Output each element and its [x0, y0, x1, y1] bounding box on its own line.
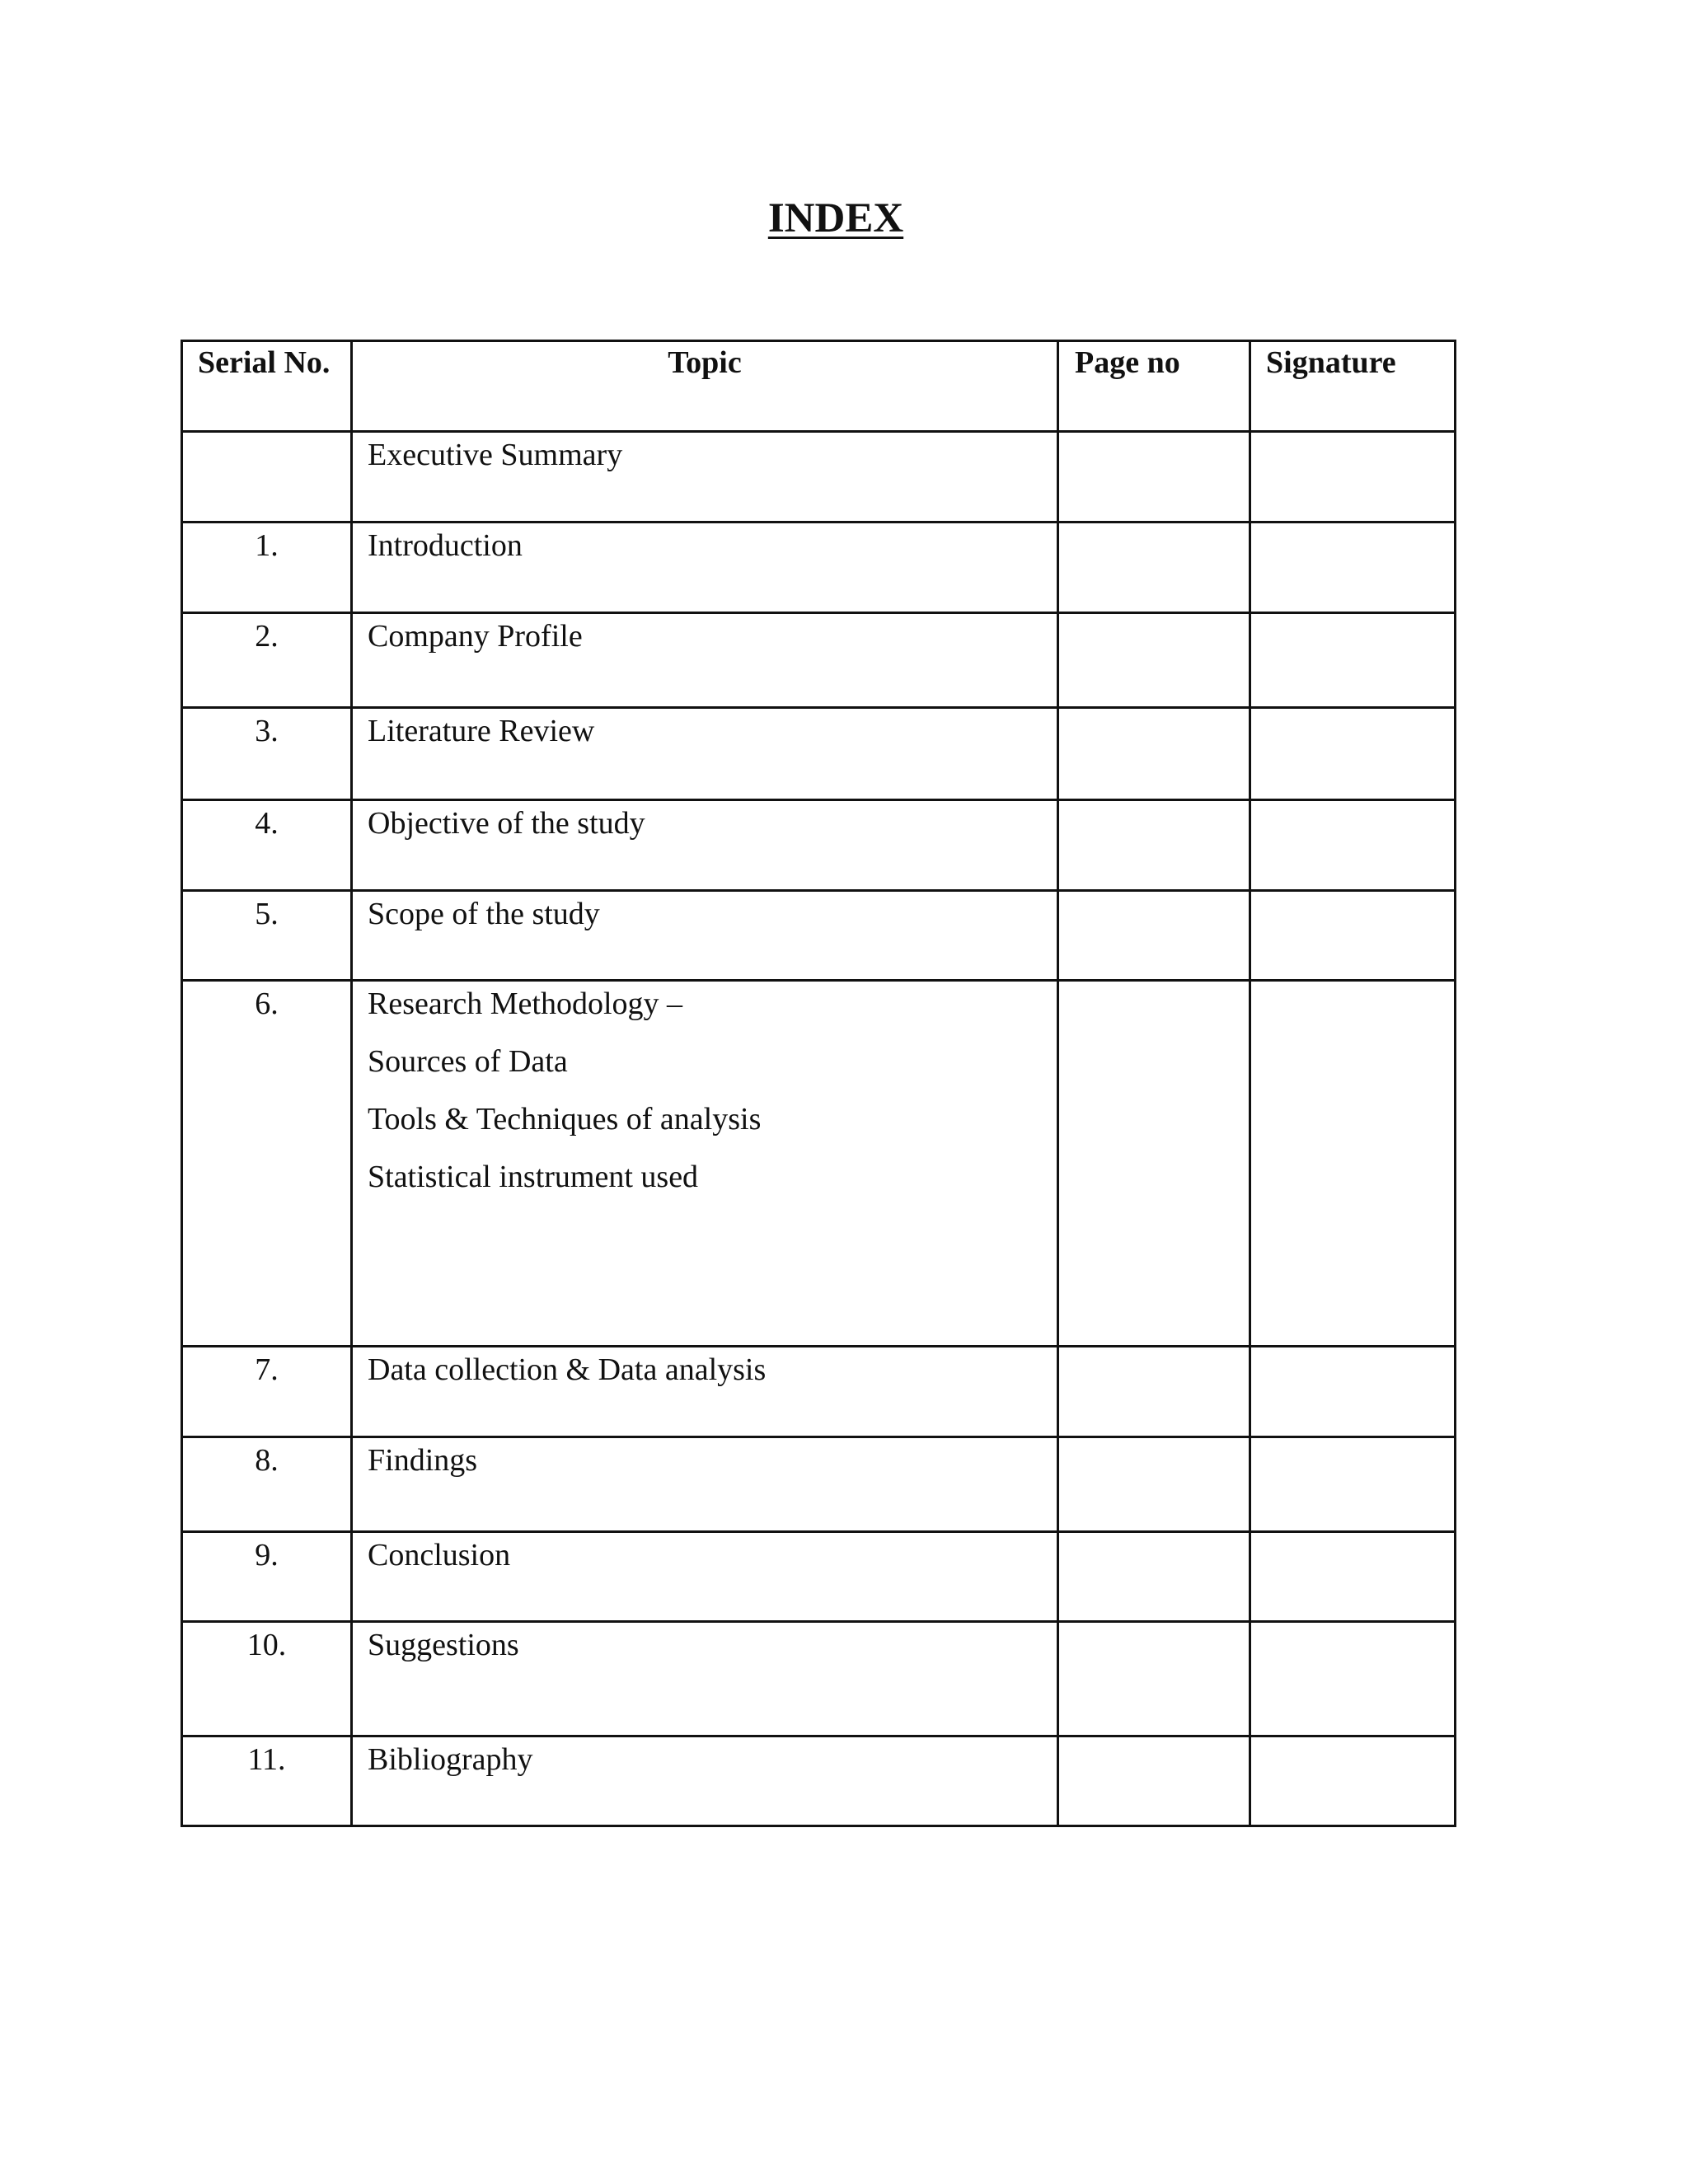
- topic-cell: Bibliography: [352, 1736, 1058, 1826]
- table-row: [182, 891, 1456, 981]
- topic-line: Tools & Techniques of analysis: [368, 1102, 762, 1137]
- page-no-cell: [1058, 981, 1250, 1347]
- page-no-cell: [1058, 613, 1250, 708]
- signature-cell: [1250, 1736, 1456, 1826]
- signature-cell: [1250, 432, 1456, 523]
- signature-cell: [1250, 981, 1456, 1347]
- topic-cell: Conclusion: [352, 1532, 1058, 1622]
- table-row: [182, 1736, 1456, 1826]
- serial-cell: 9.: [182, 1532, 352, 1622]
- page-no-cell: [1058, 708, 1250, 800]
- topic-cell: Scope of the study: [352, 891, 1058, 981]
- signature-cell: [1250, 613, 1456, 708]
- signature-cell: [1250, 1437, 1456, 1532]
- topic-line: Sources of Data: [368, 1044, 568, 1079]
- serial-cell: 1.: [182, 523, 352, 613]
- table-row: [182, 1622, 1456, 1736]
- signature-cell: [1250, 891, 1456, 981]
- topic-cell: Data collection & Data analysis: [352, 1347, 1058, 1437]
- page-no-cell: [1058, 1347, 1250, 1437]
- topic-cell: Objective of the study: [352, 800, 1058, 891]
- serial-cell: 4.: [182, 800, 352, 891]
- topic-cell: [352, 981, 1058, 1347]
- table-row: [182, 708, 1456, 800]
- table-row: [182, 1437, 1456, 1532]
- header-serial-no: Serial No.: [182, 341, 352, 432]
- page-title: INDEX: [767, 195, 904, 241]
- signature-cell: [1250, 1532, 1456, 1622]
- signature-cell: [1250, 800, 1456, 891]
- serial-cell: 6.: [182, 981, 352, 1347]
- topic-cell: Company Profile: [352, 613, 1058, 708]
- page-no-cell: [1058, 1736, 1250, 1826]
- table-row: [182, 981, 1456, 1347]
- topic-cell: Suggestions: [352, 1622, 1058, 1736]
- header-row: [182, 341, 1456, 432]
- page-no-cell: [1058, 1437, 1250, 1532]
- serial-cell: 8.: [182, 1437, 352, 1532]
- table-row: [182, 523, 1456, 613]
- page-no-cell: [1058, 1532, 1250, 1622]
- topic-line: Research Methodology –: [368, 987, 683, 1021]
- serial-cell: 10.: [182, 1622, 352, 1736]
- index-table: [181, 340, 1456, 1827]
- topic-cell: Literature Review: [352, 708, 1058, 800]
- serial-cell: 2.: [182, 613, 352, 708]
- header-signature: Signature: [1250, 341, 1456, 432]
- serial-cell: 5.: [182, 891, 352, 981]
- page-no-cell: [1058, 891, 1250, 981]
- topic-cell: Executive Summary: [352, 432, 1058, 523]
- table-row: [182, 1532, 1456, 1622]
- topic-cell: Introduction: [352, 523, 1058, 613]
- serial-cell: [182, 432, 352, 523]
- signature-cell: [1250, 1347, 1456, 1437]
- header-page-no: Page no: [1058, 341, 1250, 432]
- page-no-cell: [1058, 800, 1250, 891]
- page-no-cell: [1058, 523, 1250, 613]
- table-row: [182, 1347, 1456, 1437]
- page-no-cell: [1058, 432, 1250, 523]
- serial-cell: 3.: [182, 708, 352, 800]
- signature-cell: [1250, 523, 1456, 613]
- topic-cell: Findings: [352, 1437, 1058, 1532]
- signature-cell: [1250, 1622, 1456, 1736]
- table-row: [182, 613, 1456, 708]
- topic-line: Statistical instrument used: [368, 1160, 699, 1194]
- page-no-cell: [1058, 1622, 1250, 1736]
- serial-cell: 7.: [182, 1347, 352, 1437]
- table-row: [182, 800, 1456, 891]
- header-topic: Topic: [352, 341, 1058, 432]
- serial-cell: 11.: [182, 1736, 352, 1826]
- signature-cell: [1250, 708, 1456, 800]
- table-row: [182, 432, 1456, 523]
